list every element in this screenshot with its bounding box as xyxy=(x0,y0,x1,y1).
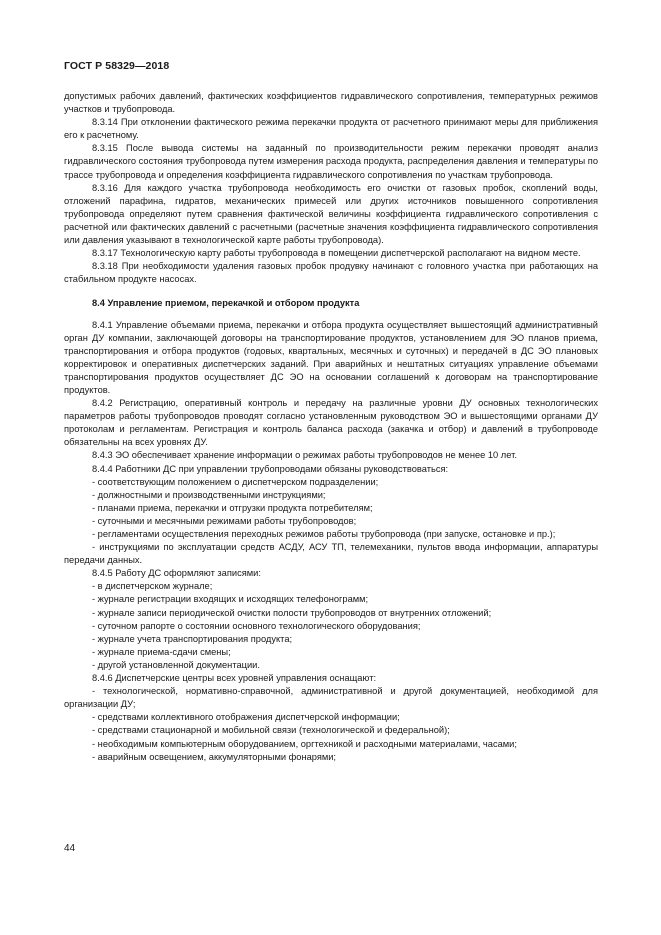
document-header: ГОСТ Р 58329—2018 xyxy=(64,60,170,72)
list-item: - суточном рапорте о состоянии основного технологического оборудования; xyxy=(92,620,421,631)
list-item: - журнале приема-сдачи смены; xyxy=(92,646,231,657)
list-item: - журнале учета транспортирования продукта; xyxy=(92,633,293,644)
paragraph: 8.3.17 Технологическую карту работы трубопровода в помещении диспетчерской располагают на видном месте. xyxy=(92,248,581,259)
paragraph: 8.3.14 При отклонении фактического режима перекачки продукта от расчетного принимают меры для приближения его к расчетному. xyxy=(64,117,598,141)
list-item: - соответствующим положением о диспетчерском подразделении; xyxy=(92,476,379,487)
list-item: - журнале записи периодической очистки полости трубопроводов от внутренних отложений; xyxy=(92,607,492,618)
paragraph: допустимых рабочих давлений, фактических коэффициентов гидравлического сопротивления, температурных режимов участков и трубопровода. xyxy=(64,91,598,115)
section-heading: 8.4 Управление приемом, перекачкой и отбором продукта xyxy=(92,298,360,309)
list-item: - необходимым компьютерным оборудованием, оргтехникой и расходными материалами, часами; xyxy=(92,738,517,749)
paragraph: 8.4.1 Управление объемами приема, перекачки и отбора продукта осуществляет вышестоящий административный орган ДУ компании, заключающей договоры на транспортирование продуктов, установлением для ЭО планов приема, транспортирования и отбора продуктов (годовых, квартальных, месячных и суточных) и передачей в ДС ЭО плановых корректировок и оперативных диспетчерских заданий. При аварийных и нештатных ситуациях управление объемами транспортирования продуктов осуществляет ДС ЭО на основании соглашений к договорам на транспортирование продуктов. xyxy=(64,319,598,395)
list-item: - аварийным освещением, аккумуляторными фонарями; xyxy=(92,751,337,762)
page-number: 44 xyxy=(64,843,76,854)
list-item: - технологической, нормативно-справочной, административной и другой документацией, необходимой для организации ДУ; xyxy=(64,686,598,710)
paragraph: 8.4.5 Работу ДС оформляют записями: xyxy=(92,568,261,579)
paragraph: 8.4.3 ЭО обеспечивает хранение информации о режимах работы трубопроводов не менее 10 лет. xyxy=(92,450,517,461)
list-item: - средствами коллективного отображения диспетчерской информации; xyxy=(92,712,400,723)
list-item: - должностными и производственными инструкциями; xyxy=(92,489,326,500)
paragraph: 8.3.16 Для каждого участка трубопровода необходимость его очистки от газовых пробок, скоплений воды, отложений парафина, гидратов, механических примесей или других источников повышенного сопротивления трубопровода определяют путем сравнения фактической величины коэффициента гидравлического сопротивления с расчетной или фактических давлений с расчетными (расчетные значения коэффициента гидравлического сопротивления или давления указывают в технологической карте работы трубопровода). xyxy=(64,182,598,246)
paragraph: 8.4.2 Регистрацию, оперативный контроль и передачу на различные уровни ДУ основных технологических параметров работы трубопроводов проводят согласно установленным руководством ЭО и вышестоящими органами ДУ протоколам и регламентам. Регистрация и контроль баланса расхода (закачка и отбор) и давлений в трубопроводе обязательны на всех уровнях ДУ. xyxy=(64,398,598,448)
paragraph: 8.4.6 Диспетчерские центры всех уровней управления оснащают: xyxy=(92,673,377,684)
list-item: - другой установленной документации. xyxy=(92,659,260,670)
list-item: - в диспетчерском журнале; xyxy=(92,581,213,592)
list-item: - инструкциями по эксплуатации средств АСДУ, АСУ ТП, телемеханики, пультов ввода информации, аппаратуры передачи данных. xyxy=(64,542,598,566)
list-item: - регламентами осуществления переходных режимов работы трубопровода (при запуске, остановке и пр.); xyxy=(92,529,556,539)
list-item: - журнале регистрации входящих и исходящих телефонограмм; xyxy=(92,594,369,605)
list-item: - средствами стационарной и мобильной связи (технологической и федеральной); xyxy=(92,725,450,736)
paragraph: 8.4.4 Работники ДС при управлении трубопроводами обязаны руководствоваться: xyxy=(92,463,449,474)
paragraph: 8.3.15 После вывода системы на заданный по производительности режим перекачки проводят анализ гидравлического состояния трубопровода путем измерения расхода продукта, распределения давления и температуры по трассе трубопровода и определения коэффициента гидравлического сопротивления по участкам трубопровода. xyxy=(64,143,598,180)
paragraph: 8.3.18 При необходимости удаления газовых пробок продувку начинают с головного участка при работающих на стабильном продукте насосах. xyxy=(64,261,598,285)
page-body xyxy=(64,90,598,764)
list-item: - суточными и месячными режимами работы трубопроводов; xyxy=(92,515,357,526)
list-item: - планами приема, перекачки и отгрузки продукта потребителям; xyxy=(92,502,373,513)
